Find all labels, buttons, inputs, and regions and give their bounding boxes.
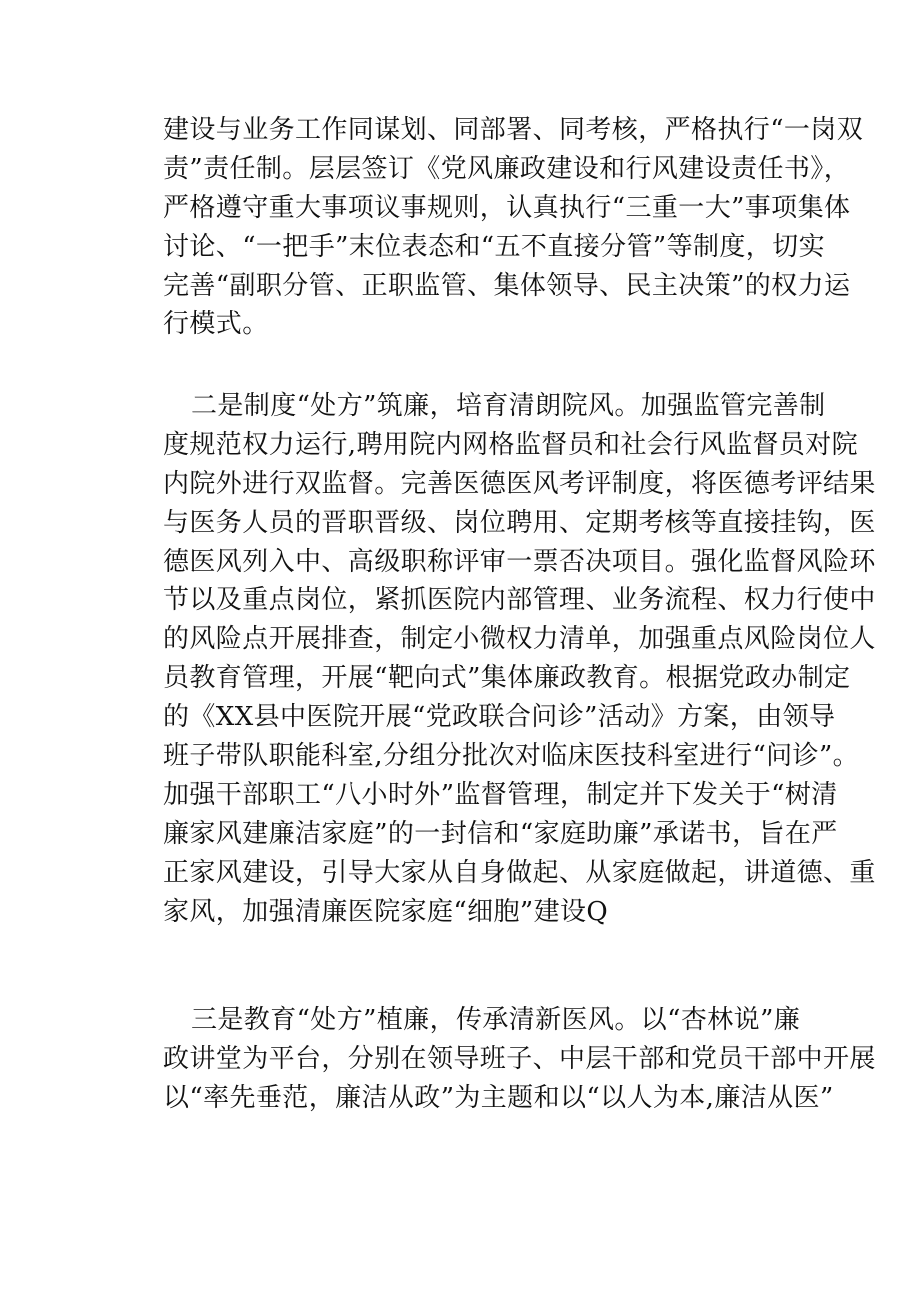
- text-line: 加强干部职工“八小时外”监督管理，制定并下发关于“树清: [163, 779, 838, 810]
- paragraph-3: [163, 1001, 876, 1118]
- text-line: 家风，加强清廉医院家庭“细胞”建设Q: [163, 896, 609, 927]
- text-line: 班子带队职能科室,分组分批次对临床医技科室进行“问诊”。: [163, 741, 860, 772]
- text-line: 二是制度“处方”筑廉，培育清朗院风。加强监管完善制: [191, 391, 826, 421]
- text-line: 完善“副职分管、正职监管、集体领导、民主决策”的权力运: [163, 270, 851, 301]
- text-line: 内院外进行双监督。完善医德医风考评制度，将医德考评结果: [163, 468, 876, 499]
- text-line: 节以及重点岗位，紧抓医院内部管理、业务流程、权力行使中: [163, 585, 876, 616]
- text-line: 讨论、“一把手”末位表态和“五不直接分管”等制度，切实: [163, 231, 825, 262]
- text-line: 员教育管理，开展“靶向式”集体廉政教育。根据党政办制定: [163, 663, 851, 694]
- text-line: 行模式。: [163, 309, 269, 340]
- text-line: 建设与业务工作同谋划、同部署、同考核，严格执行“一岗双: [163, 115, 864, 145]
- text-line: 正家风建设，引导大家从自身做起、从家庭做起，讲道德、重: [163, 857, 876, 888]
- text-line: 三是教育“处方”植廉，传承清新医风。以“杏林说”廉: [191, 1005, 801, 1035]
- text-line: 度规范权力运行,聘用院内网格监督员和社会行风监督员对院: [163, 429, 859, 460]
- paragraph-1: [163, 111, 864, 344]
- text-line: 政讲堂为平台，分别在领导班子、中层干部和党员干部中开展: [163, 1043, 876, 1074]
- text-line: 以“率先垂范，廉洁从政”为主题和以“以人为本,廉洁从医”: [163, 1082, 834, 1113]
- text-line: 的《XX县中医院开展“党政联合问诊”活动》方案，由领导: [163, 702, 836, 733]
- text-line: 廉家风建廉洁家庭”的一封信和“家庭助廉”承诺书，旨在严: [163, 818, 838, 849]
- text-line: 德医风列入中、高级职称评审一票否决项目。强化监督风险环: [163, 546, 876, 577]
- text-line: 严格遵守重大事项议事规则，认真执行“三重一大”事项集体: [163, 192, 851, 223]
- text-line: 与医务人员的晋职晋级、岗位聘用、定期考核等直接挂钩，医: [163, 507, 876, 538]
- text-line: 的风险点开展排查，制定小微权力清单，加强重点风险岗位人: [163, 624, 876, 655]
- paragraph-2: [163, 387, 876, 931]
- text-line: 责”责任制。层层签订《党风廉政建设和行风建设责任书》，: [163, 153, 851, 184]
